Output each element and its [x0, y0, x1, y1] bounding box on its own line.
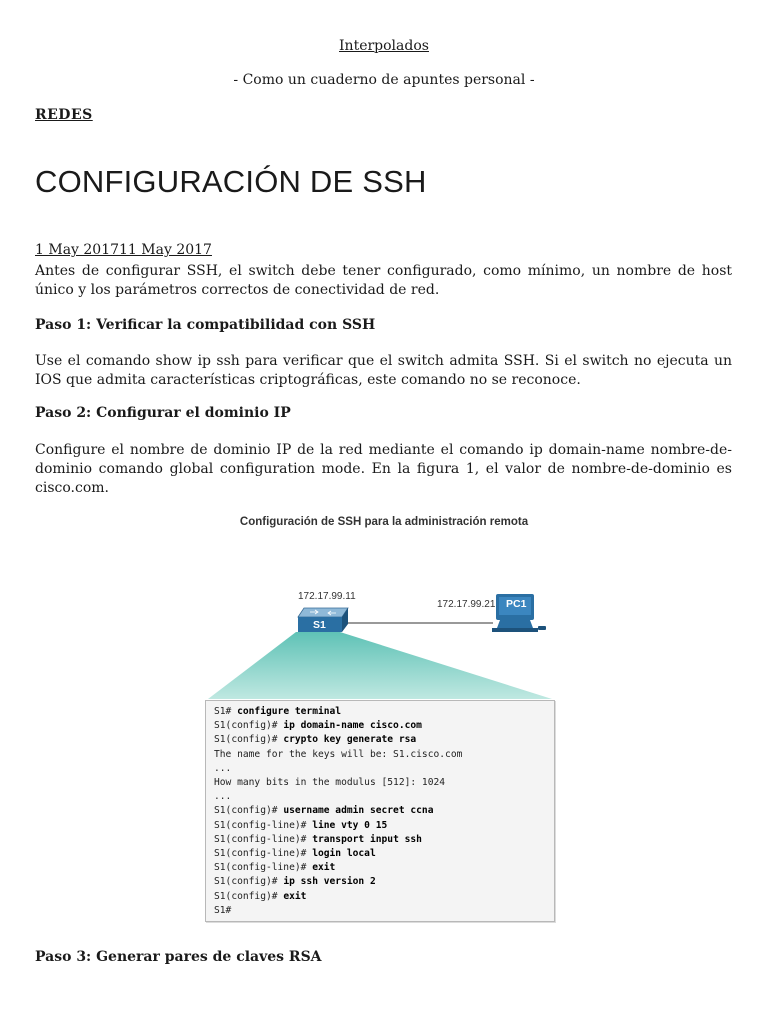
- terminal-prompt: S1(config)#: [214, 890, 284, 902]
- step1-heading: Paso 1: Verificar la compatibilidad con SSH: [35, 317, 376, 333]
- terminal-line: [214, 762, 554, 776]
- terminal-command: ip domain-name cisco.com: [283, 720, 422, 732]
- site-title[interactable]: Interpolados: [339, 38, 429, 54]
- terminal-prompt: How many bits in the modulus [512]: 1024: [214, 777, 446, 789]
- terminal-prompt: S1(config-line)#: [214, 819, 313, 831]
- terminal-prompt: ...: [214, 791, 232, 803]
- terminal-line: [214, 875, 554, 889]
- terminal-command: configure terminal: [237, 706, 342, 717]
- terminal-prompt: S1(config-line)#: [214, 848, 313, 860]
- terminal-line: [214, 733, 554, 747]
- terminal-prompt: ...: [214, 762, 232, 774]
- terminal-command: ip ssh version 2: [283, 876, 376, 888]
- terminal-prompt: S1(config-line)#: [214, 862, 313, 874]
- terminal-line: [214, 833, 554, 847]
- intro-paragraph: Antes de configurar SSH, el switch debe tener configurado, como mínimo, un nombre de host único y los parámetros correctos de conectividad de red.: [35, 263, 732, 298]
- terminal-command: exit: [312, 862, 336, 874]
- terminal-line: [214, 819, 554, 833]
- terminal-line: [214, 776, 554, 790]
- ssh-figure: [0, 516, 768, 931]
- switch-device-label: S1: [313, 619, 326, 631]
- step1-paragraph: Use el comando show ip ssh para verificar que el switch admita SSH. Si el switch no ejecuta un IOS que admita características criptográficas, este comando no se reconoce.: [35, 353, 732, 388]
- terminal-line: [214, 719, 554, 733]
- terminal-line: [214, 790, 554, 804]
- terminal-prompt: S1#: [214, 904, 232, 916]
- step3-heading: Paso 3: Generar pares de claves RSA: [35, 949, 322, 965]
- step2-paragraph: Configure el nombre de dominio IP de la red mediante el comando ip domain-name nombre-de-dominio comando global configuration mode. En la figura 1, el valor de nombre-de-dominio es cisco.com.: [35, 442, 732, 496]
- terminal-line: [214, 847, 554, 861]
- category-link[interactable]: REDES: [35, 107, 93, 123]
- terminal-line: [214, 804, 554, 818]
- pc-ip-label: 172.17.99.21: [437, 599, 496, 610]
- figure-title: Configuración de SSH para la administración remota: [239, 516, 529, 528]
- terminal-line: [214, 904, 554, 918]
- terminal-line: [214, 861, 554, 875]
- terminal-prompt: The name for the keys will be: S1.cisco.com: [214, 748, 463, 760]
- terminal-line: [214, 748, 554, 762]
- terminal-command: login local: [312, 848, 376, 860]
- terminal-line: [214, 890, 554, 904]
- terminal-prompt: S1(config)#: [214, 876, 284, 888]
- zoom-cone: [208, 632, 552, 699]
- terminal-prompt: S1(config-line)#: [214, 833, 313, 845]
- terminal-command: line vty 0 15: [312, 819, 388, 831]
- step2-heading: Paso 2: Configurar el dominio IP: [35, 405, 291, 421]
- network-diagram: [0, 516, 768, 706]
- terminal-prompt: S1(config)#: [214, 805, 284, 817]
- switch-ip-label: 172.17.99.11: [298, 591, 356, 602]
- terminal-command: crypto key generate rsa: [283, 734, 417, 746]
- site-tagline: - Como un cuaderno de apuntes personal -: [233, 72, 535, 88]
- terminal-prompt: S1(config)#: [214, 720, 284, 732]
- terminal-prompt: S1#: [214, 706, 238, 717]
- terminal-command: username admin secret ccna: [283, 805, 434, 817]
- post-date[interactable]: 1 May 201711 May 2017: [35, 242, 212, 258]
- terminal-window: [205, 700, 555, 922]
- terminal-line: [214, 705, 554, 719]
- terminal-command: exit: [283, 890, 307, 902]
- pc-device-label: PC1: [506, 598, 527, 610]
- terminal-prompt: S1(config)#: [214, 734, 284, 746]
- post-title: CONFIGURACIÓN DE SSH: [35, 164, 427, 199]
- terminal-command: transport input ssh: [312, 833, 422, 845]
